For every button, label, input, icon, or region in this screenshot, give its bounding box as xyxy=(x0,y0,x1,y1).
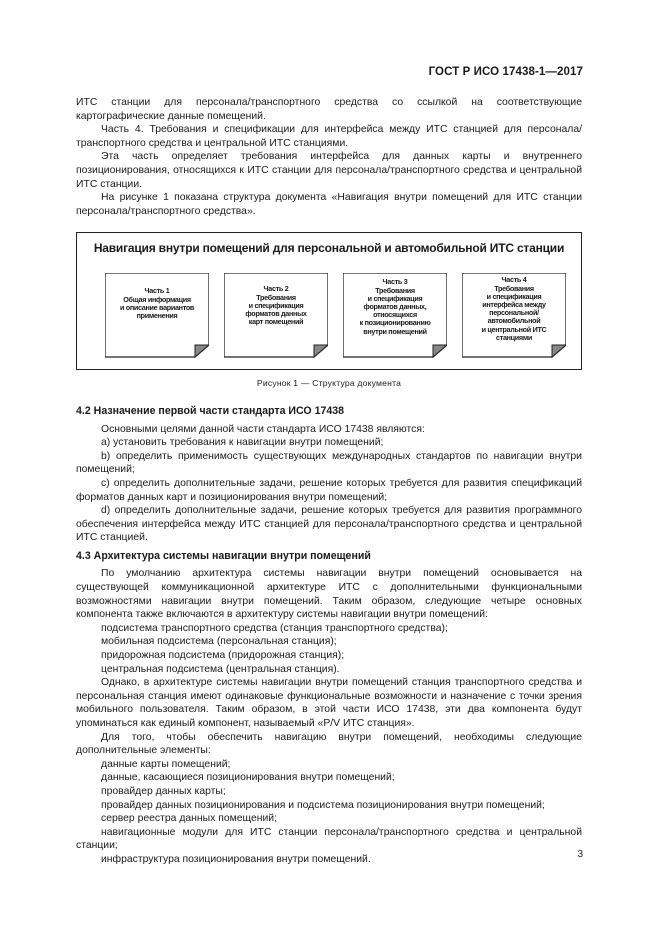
list-item: a) установить требования к навигации внутри помещений; xyxy=(101,437,384,449)
part-4-label: Часть 4 Требования и спецификация интерфейса между персональной/ автомобильной и центральной ИТС станциями xyxy=(481,275,547,342)
list-item: провайдер данных позиционирования и подсистема позиционирования внутри помещений; xyxy=(101,799,545,811)
list-item: придорожная подсистема (придорожная станция); xyxy=(101,650,345,662)
list-item: b) определить применимость существующих международных стандартов по навигации внутри помещений; xyxy=(76,450,582,476)
list-item: инфраструктура позиционирования внутри помещений. xyxy=(101,853,371,865)
section-heading-4-3: 4.3 Архитектура системы навигации внутри помещений xyxy=(76,549,371,562)
paragraph: Часть 4. Требования и спецификации для интерфейса между ИТС станцией для персонала/транспортного средства и центральной ИТС станциями. xyxy=(76,124,582,149)
part-2-label: Часть 2 Требования и спецификация форматов данных карт помещений xyxy=(245,284,307,327)
part-1-label: Часть 1 Общая информация и описание вариантов применения xyxy=(119,286,195,320)
figure-title: Навигация внутри помещений для персональной и автомобильной ИТС станции xyxy=(93,241,565,256)
list-item: данные, касающиеся позиционирования внутри помещений; xyxy=(101,772,395,784)
part-4-card xyxy=(462,273,566,359)
page-content xyxy=(76,96,582,867)
part-2-card xyxy=(224,273,328,359)
part-1-card xyxy=(105,273,209,359)
list-item: данные карты помещений; xyxy=(101,758,231,770)
part-3-card xyxy=(343,273,447,359)
list-item: c) определить дополнительные задачи, решение которых требуется для развития спецификаций форматов данных карт и позиционирования внутри помещений; xyxy=(76,477,582,503)
list-item: подсистема транспортного средства (станция транспортного средства); xyxy=(101,622,448,634)
page-number: 3 xyxy=(577,849,583,860)
paragraph: Эта часть определяет требования интерфейса для данных карты и внутреннего позиционирования, относящихся к ИТС станции для персонала/транспортного средства и центральной ИТС станции. xyxy=(76,151,582,190)
paragraph: Основными целями данной части стандарта ИСО 17438 являются: xyxy=(101,423,425,435)
list-item: навигационные модули для ИТС станции персонала/транспортного средства и центральной станции; xyxy=(76,826,582,852)
document-structure-figure xyxy=(76,232,582,370)
list-item: d) определить дополнительные задачи, решение которых требуется для развития программного обеспечения интерфейса между ИТС станцией для персонала/транспортного средства и центральной ИТС станцией. xyxy=(76,505,582,544)
list-item: центральная подсистема (центральная станция). xyxy=(101,663,340,675)
list-item: мобильная подсистема (персональная станция); xyxy=(101,636,337,648)
paragraph: На рисунке 1 показана структура документа «Навигация внутри помещений для ИТС станции персонала/транспортного средства». xyxy=(76,192,582,217)
section-heading-4-2: 4.2 Назначение первой части стандарта ИСО 17438 xyxy=(76,404,345,417)
list-item: сервер реестра данных помещений; xyxy=(101,813,277,825)
figure-caption: Рисунок 1 — Структура документа xyxy=(256,378,402,389)
paragraph: Однако, в архитектуре системы навигации внутри помещений станция транспортного средства и персональная станция имеют одинаковые функциональные возможности и назначение с точки зрения мобильного пользователя. Таким образом, в этой части ИСО 17438, эти два компонента будут упоминаться как единый компонент, называемый «P/V ИТС станция». xyxy=(76,677,582,729)
paragraph: ИТС станции для персонала/транспортного средства со ссылкой на соответствующие картографические данные помещений. xyxy=(76,97,582,122)
list-item: провайдер данных карты; xyxy=(101,785,226,797)
paragraph: Для того, чтобы обеспечить навигацию внутри помещений, необходимы следующие дополнительные элементы: xyxy=(76,731,582,757)
paragraph: По умолчанию архитектура системы навигации внутри помещений основывается на существующей коммуникационной архитектуре ИТС с дополнительными функциональными возможностями навигации внутри помещений. Таким образом, следующие четыре основных компонента также включаются в архитектуру системы навигации внутри помещений: xyxy=(76,568,582,621)
document-header: ГОСТ Р ИСО 17438-1—2017 xyxy=(428,66,583,78)
part-3-label: Часть 3 Требования и спецификация форматов данных, относящихся к позиционированию внутри помещений xyxy=(359,277,431,336)
